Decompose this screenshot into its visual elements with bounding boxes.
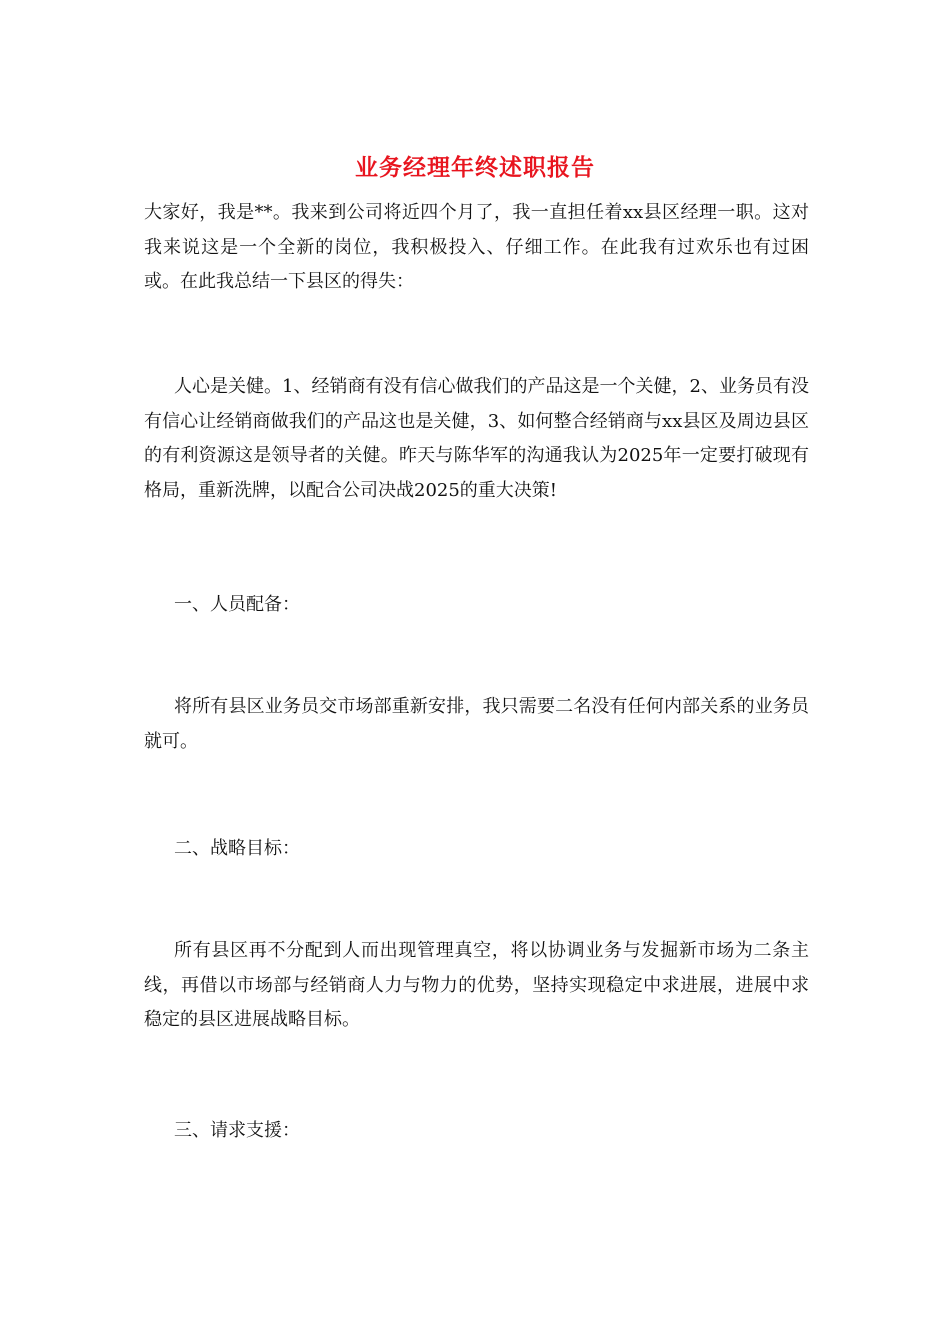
document-title: 业务经理年终述职报告 <box>355 154 595 181</box>
key-paragraph: 人心是关健。1、经销商有没有信心做我们的产品这是一个关健，2、业务员有没有信心让经销商做我们的产品这也是关健，3、如何整合经销商与xx县区及周边县区的有利资源这是领导者的关健。昨天与陈华军的沟通我认为2025年一定要打破现有格局，重新洗牌，以配合公司决战2025的重大决策! <box>144 376 809 501</box>
section-body-strategy: 所有县区再不分配到人而出现管理真空，将以协调业务与发掘新市场为二条主线，再借以市场部与经销商人力与物力的优势，坚持实现稳定中求进展，进展中求稳定的县区进展战略目标。 <box>144 940 809 1030</box>
section-body-staffing: 将所有县区业务员交市场部重新安排，我只需要二名没有任何内部关系的业务员就可。 <box>144 696 809 752</box>
intro-paragraph: 大家好，我是**。我来到公司将近四个月了，我一直担任着xx县区经理一职。这对我来说这是一个全新的岗位，我积极投入、仔细工作。在此我有过欢乐也有过困或。在此我总结一下县区的得失： <box>144 202 809 292</box>
section-heading-support: 三、请求支援： <box>174 1120 300 1141</box>
section-heading-staffing: 一、人员配备： <box>174 594 300 615</box>
section-heading-strategy: 二、战略目标： <box>174 838 300 859</box>
